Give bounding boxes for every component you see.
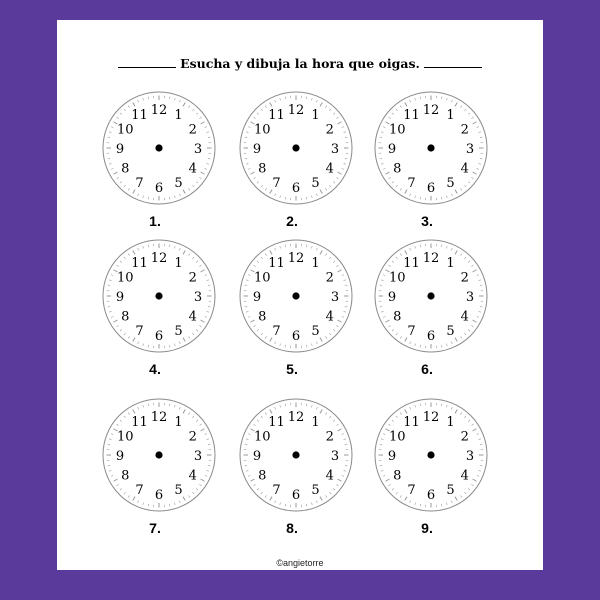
clock-numeral: 8 bbox=[258, 309, 267, 325]
clock-numeral: 7 bbox=[135, 175, 144, 191]
clock-numeral: 12 bbox=[287, 103, 305, 118]
clock-numeral: 10 bbox=[116, 270, 134, 286]
clock-numeral: 12 bbox=[287, 410, 305, 425]
clock-numeral: 7 bbox=[272, 482, 281, 498]
clock-7 bbox=[103, 399, 215, 536]
clock-numeral: 6 bbox=[426, 181, 436, 196]
clock-numeral: 11 bbox=[131, 415, 148, 431]
clock-numeral: 9 bbox=[387, 290, 397, 305]
clock-numeral: 4 bbox=[188, 309, 197, 325]
clock-numeral: 4 bbox=[460, 468, 469, 484]
clock-numeral: 11 bbox=[403, 108, 420, 124]
clock-numeral: 6 bbox=[426, 488, 436, 503]
clock-numeral: 10 bbox=[388, 270, 406, 286]
clock-numeral: 12 bbox=[422, 410, 440, 425]
clock-numeral: 3 bbox=[193, 449, 203, 464]
clock-numeral: 7 bbox=[135, 482, 144, 498]
clock-grid bbox=[57, 20, 543, 570]
clock-numeral: 2 bbox=[325, 429, 334, 445]
clock-numeral: 2 bbox=[325, 270, 334, 286]
clock-numeral: 1 bbox=[446, 108, 455, 124]
clock-center-dot bbox=[155, 144, 162, 151]
clock-numeral: 9 bbox=[252, 290, 262, 305]
clock-numeral: 2 bbox=[188, 122, 197, 138]
clock-numeral: 1 bbox=[311, 108, 320, 124]
clock-numeral: 3 bbox=[193, 142, 203, 157]
clock-numeral: 10 bbox=[253, 429, 271, 445]
clock-numeral: 12 bbox=[150, 103, 168, 118]
clock-label: 3. bbox=[421, 213, 433, 229]
clock-numeral: 5 bbox=[446, 482, 455, 498]
clock-label: 8. bbox=[286, 520, 298, 536]
clock-numeral: 6 bbox=[154, 488, 164, 503]
clock-numeral: 1 bbox=[446, 415, 455, 431]
clock-center-dot bbox=[155, 451, 162, 458]
clock-numeral: 3 bbox=[330, 290, 340, 305]
clock-numeral: 4 bbox=[188, 468, 197, 484]
worksheet bbox=[57, 20, 543, 570]
clock-numeral: 6 bbox=[291, 329, 301, 344]
clock-numeral: 8 bbox=[393, 468, 402, 484]
clock-numeral: 4 bbox=[460, 309, 469, 325]
clock-numeral: 6 bbox=[426, 329, 436, 344]
clock-numeral: 4 bbox=[188, 161, 197, 177]
clock-label: 2. bbox=[286, 213, 298, 229]
clock-label: 5. bbox=[286, 361, 298, 377]
clock-6 bbox=[375, 240, 487, 377]
clock-numeral: 3 bbox=[330, 449, 340, 464]
clock-numeral: 10 bbox=[388, 429, 406, 445]
clock-numeral: 1 bbox=[311, 415, 320, 431]
clock-numeral: 12 bbox=[422, 251, 440, 266]
clock-9 bbox=[375, 399, 487, 536]
clock-numeral: 10 bbox=[388, 122, 406, 138]
clock-center-dot bbox=[292, 292, 299, 299]
clock-numeral: 5 bbox=[174, 482, 183, 498]
clock-numeral: 5 bbox=[446, 175, 455, 191]
clock-numeral: 9 bbox=[387, 449, 397, 464]
clock-numeral: 8 bbox=[393, 161, 402, 177]
clock-center-dot bbox=[292, 451, 299, 458]
clock-numeral: 6 bbox=[154, 181, 164, 196]
clock-numeral: 3 bbox=[465, 142, 475, 157]
clock-label: 1. bbox=[149, 213, 161, 229]
clock-numeral: 3 bbox=[193, 290, 203, 305]
clock-label: 9. bbox=[421, 520, 433, 536]
clock-numeral: 11 bbox=[131, 256, 148, 272]
clock-numeral: 1 bbox=[174, 108, 183, 124]
clock-numeral: 9 bbox=[115, 449, 125, 464]
clock-numeral: 7 bbox=[272, 323, 281, 339]
clock-numeral: 5 bbox=[174, 175, 183, 191]
clock-numeral: 9 bbox=[252, 449, 262, 464]
clock-numeral: 2 bbox=[188, 429, 197, 445]
clock-2 bbox=[240, 92, 352, 229]
clock-numeral: 3 bbox=[465, 449, 475, 464]
clock-numeral: 9 bbox=[115, 142, 125, 157]
clock-numeral: 3 bbox=[465, 290, 475, 305]
clock-1 bbox=[103, 92, 215, 229]
clock-numeral: 12 bbox=[287, 251, 305, 266]
clock-numeral: 1 bbox=[446, 256, 455, 272]
clock-3 bbox=[375, 92, 487, 229]
clock-4 bbox=[103, 240, 215, 377]
clock-numeral: 10 bbox=[253, 270, 271, 286]
credit: ©angietorre bbox=[276, 558, 324, 568]
clock-numeral: 8 bbox=[258, 161, 267, 177]
clock-numeral: 6 bbox=[291, 181, 301, 196]
clock-numeral: 7 bbox=[407, 323, 416, 339]
clock-numeral: 2 bbox=[460, 270, 469, 286]
clock-5 bbox=[240, 240, 352, 377]
clock-numeral: 1 bbox=[174, 415, 183, 431]
clock-numeral: 5 bbox=[446, 323, 455, 339]
clock-numeral: 9 bbox=[252, 142, 262, 157]
clock-numeral: 2 bbox=[460, 122, 469, 138]
clock-center-dot bbox=[155, 292, 162, 299]
clock-numeral: 8 bbox=[258, 468, 267, 484]
clock-numeral: 12 bbox=[150, 251, 168, 266]
clock-numeral: 3 bbox=[330, 142, 340, 157]
clock-numeral: 12 bbox=[150, 410, 168, 425]
clock-numeral: 8 bbox=[121, 309, 130, 325]
clock-label: 6. bbox=[421, 361, 433, 377]
clock-center-dot bbox=[427, 144, 434, 151]
clock-numeral: 6 bbox=[154, 329, 164, 344]
clock-label: 7. bbox=[149, 520, 161, 536]
clock-numeral: 11 bbox=[131, 108, 148, 124]
clock-center-dot bbox=[427, 451, 434, 458]
clock-numeral: 5 bbox=[311, 323, 320, 339]
clock-numeral: 7 bbox=[407, 175, 416, 191]
clock-numeral: 8 bbox=[121, 468, 130, 484]
clock-numeral: 7 bbox=[407, 482, 416, 498]
clock-numeral: 4 bbox=[460, 161, 469, 177]
clock-numeral: 7 bbox=[135, 323, 144, 339]
clock-numeral: 11 bbox=[403, 415, 420, 431]
clock-center-dot bbox=[292, 144, 299, 151]
clock-numeral: 10 bbox=[116, 429, 134, 445]
clock-numeral: 6 bbox=[291, 488, 301, 503]
worksheet-title: Esucha y dibuja la hora que oigas. bbox=[180, 55, 420, 71]
clock-numeral: 7 bbox=[272, 175, 281, 191]
clock-numeral: 4 bbox=[325, 309, 334, 325]
clock-numeral: 11 bbox=[403, 256, 420, 272]
clock-numeral: 5 bbox=[311, 482, 320, 498]
clock-numeral: 1 bbox=[174, 256, 183, 272]
clock-numeral: 2 bbox=[460, 429, 469, 445]
clock-numeral: 9 bbox=[387, 142, 397, 157]
clock-numeral: 11 bbox=[268, 415, 285, 431]
clock-numeral: 10 bbox=[116, 122, 134, 138]
clock-center-dot bbox=[427, 292, 434, 299]
clock-numeral: 12 bbox=[422, 103, 440, 118]
clock-numeral: 5 bbox=[311, 175, 320, 191]
clock-numeral: 10 bbox=[253, 122, 271, 138]
clock-numeral: 9 bbox=[115, 290, 125, 305]
clock-numeral: 1 bbox=[311, 256, 320, 272]
clock-numeral: 11 bbox=[268, 256, 285, 272]
clock-numeral: 11 bbox=[268, 108, 285, 124]
clock-numeral: 2 bbox=[188, 270, 197, 286]
clock-numeral: 4 bbox=[325, 161, 334, 177]
clock-numeral: 8 bbox=[121, 161, 130, 177]
clock-numeral: 4 bbox=[325, 468, 334, 484]
clock-numeral: 5 bbox=[174, 323, 183, 339]
clock-8 bbox=[240, 399, 352, 536]
clock-label: 4. bbox=[149, 361, 161, 377]
clock-numeral: 2 bbox=[325, 122, 334, 138]
clock-numeral: 8 bbox=[393, 309, 402, 325]
